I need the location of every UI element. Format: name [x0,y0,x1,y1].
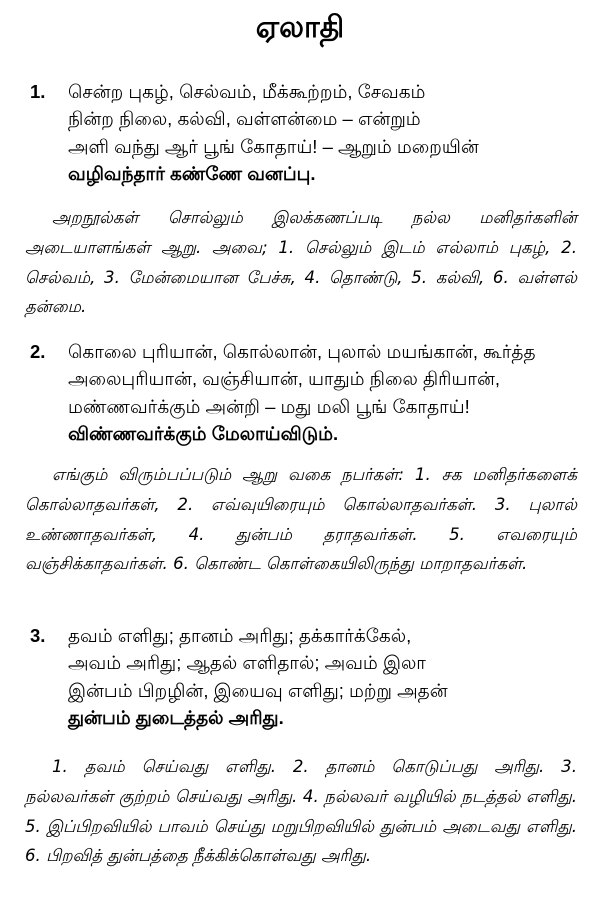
verse-number: 2. [30,341,46,362]
page-title: ஏலாதி [255,10,345,45]
verse-line: துன்பம் துடைத்தல் அரிது. [68,706,284,728]
verse-1 [30,78,575,190]
verse-line: அலைபுரியான், வஞ்சியான், யாதும் நிலை திரியான், [68,368,501,390]
explanation-2: எங்கும் விரும்பப்படும் ஆறு வகை நபர்கள்: 1. சக மனிதர்களைக் கொல்லாதவர்கள், 2. எவ்வுயிரையும் கொல்லாதவர்கள். 3. புலால் உண்ணாதவர்கள், 4. துன்பம் தராதவர்கள். 5. எவரையும் வஞ்சிக்காதவர்கள். 6. கொண்ட கொள்கையிலிருந்து மாறாதவர்கள். [25,465,577,574]
verse-number: 3. [30,625,46,646]
verse-line: இன்பம் பிறழின், இயைவு எளிது; மற்று அதன் [68,679,448,701]
verse-line: விண்ணவர்க்கும் மேலாய்விடும். [68,422,339,444]
verse-line: தவம் எளிது; தானம் அரிது; தக்கார்க்கேல், [68,625,412,646]
verse-line: வழிவந்தார் கண்ணே வனப்பு. [68,162,316,184]
verse-number: 1. [30,81,46,102]
explanation-1: அறநூல்கள் சொல்லும் இலக்கணப்படி நல்ல மனிதர்களின் அடையாளங்கள் ஆறு. அவை; 1. செல்லும் இடம் எல்லாம் புகழ், 2. செல்வம், 3. மேன்மையான பேச்சு, 4. தொண்டு, 5. கல்வி, 6. வள்ளல் தன்மை. [25,208,577,317]
explanation-3: 1. தவம் செய்வது எளிது. 2. தானம் கொடுப்பது அரிது. 3. நல்லவர்கள் குற்றம் செய்வது அரிது. 4. நல்லவர் வழியில் நடத்தல் எளிது. 5. இப்பிறவியில் பாவம் செய்து மறுபிறவியில் துன்பம் அடைவது எளிது. 6. பிறவித் துன்பத்தை நீக்கிக்கொள்வது அரிது. [25,757,577,866]
verse-line: சென்ற புகழ், செல்வம், மீக்கூற்றம், சேவகம் [68,81,426,102]
verse-lines [68,78,578,187]
verse-line: நின்ற நிலை, கல்வி, வள்ளன்மை – என்றும் [68,108,421,130]
verse-line: கொலை புரியான், கொல்லான், புலால் மயங்கான், கூர்த்த [68,341,536,362]
verse-lines [68,622,578,731]
verse-3 [30,622,575,734]
verse-line: மண்ணவர்க்கும் அன்றி – மது மலி பூங் கோதாய்! [68,395,470,417]
verse-line: அளி வந்து ஆர் பூங் கோதாய்! – ஆறும் மறையின் [68,135,479,157]
verse-line: அவம் அரிது; ஆதல் எளிதால்; அவம் இலா [68,652,426,674]
verse-2 [30,338,575,450]
verse-lines [68,338,578,447]
